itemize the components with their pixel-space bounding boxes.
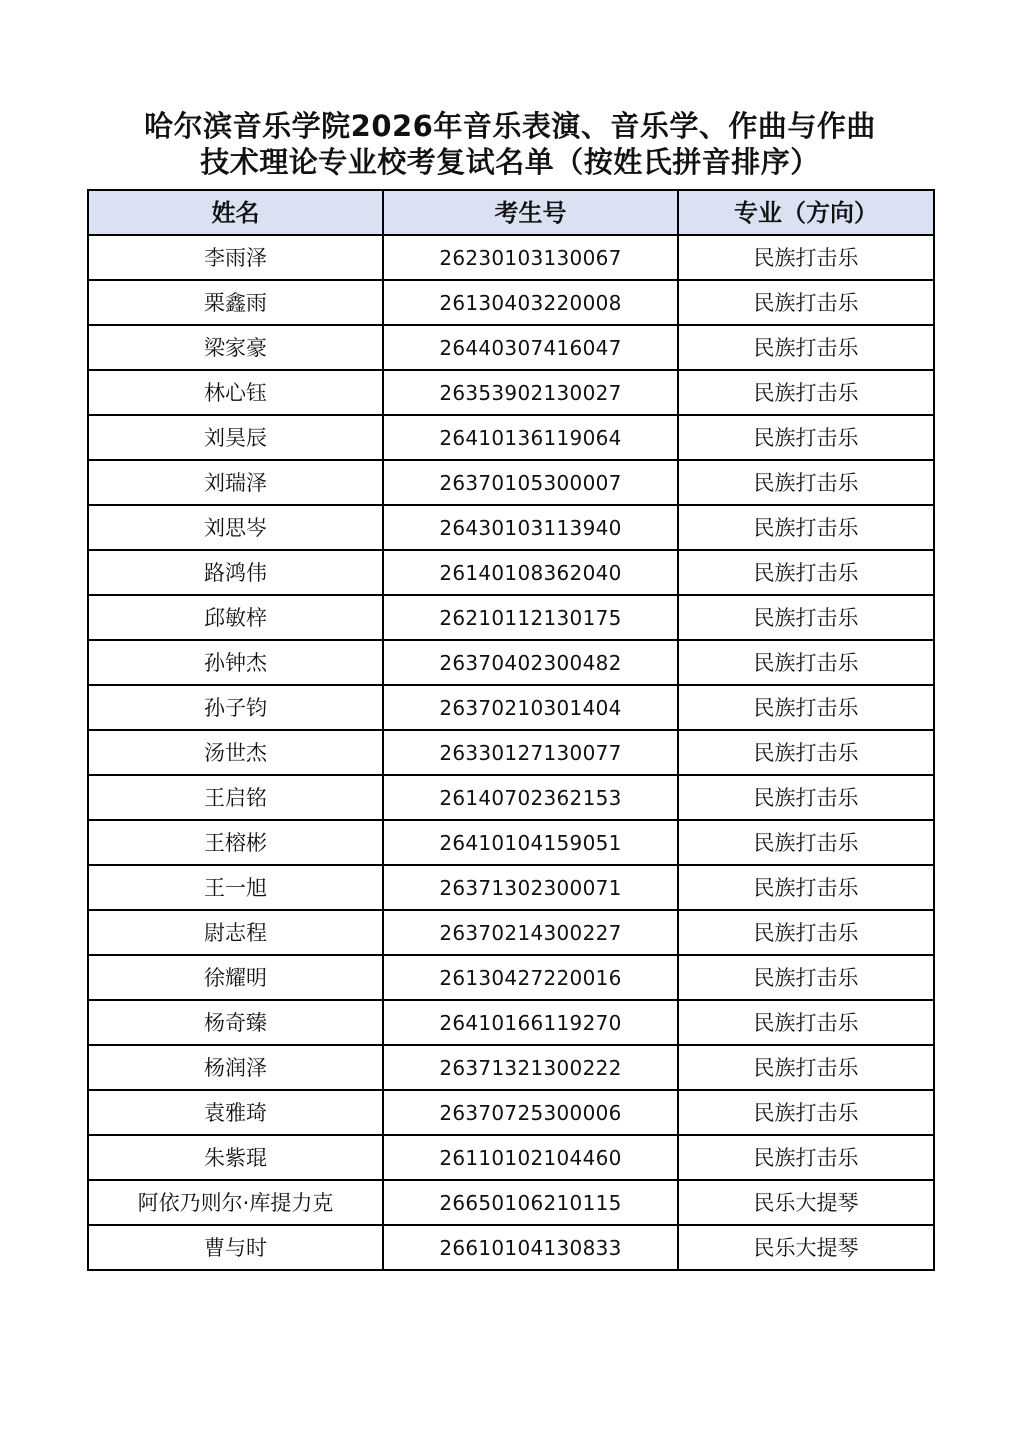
major-cell: 民族打击乐 — [678, 1045, 934, 1090]
header-row — [88, 190, 934, 235]
name-cell: 邱敏梓 — [88, 595, 383, 640]
major-cell: 民族打击乐 — [678, 640, 934, 685]
id-cell: 26140108362040 — [383, 550, 678, 595]
id-cell: 26410136119064 — [383, 415, 678, 460]
table-row — [88, 325, 934, 370]
name-cell: 朱紫琨 — [88, 1135, 383, 1180]
name-cell: 路鸿伟 — [88, 550, 383, 595]
id-cell: 26410166119270 — [383, 1000, 678, 1045]
major-cell: 民族打击乐 — [678, 910, 934, 955]
major-cell: 民族打击乐 — [678, 1000, 934, 1045]
major-cell: 民乐大提琴 — [678, 1225, 934, 1270]
name-cell: 徐耀明 — [88, 955, 383, 1000]
id-cell: 26410104159051 — [383, 820, 678, 865]
major-cell: 民族打击乐 — [678, 550, 934, 595]
major-cell: 民族打击乐 — [678, 505, 934, 550]
id-cell: 26330127130077 — [383, 730, 678, 775]
table-row — [88, 640, 934, 685]
name-cell: 刘昊辰 — [88, 415, 383, 460]
name-cell: 汤世杰 — [88, 730, 383, 775]
table-row — [88, 280, 934, 325]
major-cell: 民族打击乐 — [678, 280, 934, 325]
table-row — [88, 460, 934, 505]
major-cell: 民族打击乐 — [678, 325, 934, 370]
table-row — [88, 685, 934, 730]
major-cell: 民族打击乐 — [678, 955, 934, 1000]
major-cell: 民族打击乐 — [678, 595, 934, 640]
table-row — [88, 775, 934, 820]
table-row — [88, 1000, 934, 1045]
name-cell: 刘思岑 — [88, 505, 383, 550]
table-row — [88, 820, 934, 865]
id-cell: 26650106210115 — [383, 1180, 678, 1225]
id-cell: 26110102104460 — [383, 1135, 678, 1180]
name-cell: 栗鑫雨 — [88, 280, 383, 325]
title-line-2: 技术理论专业校考复试名单（按姓氏拼音排序） — [200, 145, 820, 179]
table-row — [88, 1225, 934, 1270]
table-row — [88, 595, 934, 640]
header-name: 姓名 — [88, 190, 383, 235]
table-row — [88, 550, 934, 595]
id-cell: 26370214300227 — [383, 910, 678, 955]
id-cell: 26210112130175 — [383, 595, 678, 640]
name-cell: 李雨泽 — [88, 235, 383, 280]
major-cell: 民族打击乐 — [678, 865, 934, 910]
name-cell: 孙钟杰 — [88, 640, 383, 685]
major-cell: 民族打击乐 — [678, 370, 934, 415]
header-major: 专业（方向） — [678, 190, 934, 235]
major-cell: 民族打击乐 — [678, 1090, 934, 1135]
table-row — [88, 1090, 934, 1135]
table-row — [88, 415, 934, 460]
id-cell: 26140702362153 — [383, 775, 678, 820]
major-cell: 民族打击乐 — [678, 460, 934, 505]
id-cell: 26230103130067 — [383, 235, 678, 280]
name-cell: 曹与时 — [88, 1225, 383, 1270]
id-cell: 26440307416047 — [383, 325, 678, 370]
major-cell: 民族打击乐 — [678, 1135, 934, 1180]
id-cell: 26370402300482 — [383, 640, 678, 685]
name-cell: 林心钰 — [88, 370, 383, 415]
name-cell: 杨奇臻 — [88, 1000, 383, 1045]
id-cell: 26371302300071 — [383, 865, 678, 910]
id-cell: 26130427220016 — [383, 955, 678, 1000]
id-cell: 26430103113940 — [383, 505, 678, 550]
table-row — [88, 1135, 934, 1180]
major-cell: 民族打击乐 — [678, 775, 934, 820]
table-row — [88, 1045, 934, 1090]
name-cell: 阿依乃则尔·库提力克 — [88, 1180, 383, 1225]
title-line-1: 哈尔滨音乐学院2026年音乐表演、音乐学、作曲与作曲 — [144, 109, 876, 143]
id-cell: 26130403220008 — [383, 280, 678, 325]
name-cell: 王榕彬 — [88, 820, 383, 865]
table-row — [88, 865, 934, 910]
table-row — [88, 955, 934, 1000]
major-cell: 民族打击乐 — [678, 820, 934, 865]
table-row — [88, 235, 934, 280]
candidate-table — [87, 189, 935, 1271]
name-cell: 袁雅琦 — [88, 1090, 383, 1135]
table-row — [88, 1180, 934, 1225]
name-cell: 孙子钧 — [88, 685, 383, 730]
name-cell: 尉志程 — [88, 910, 383, 955]
name-cell: 刘瑞泽 — [88, 460, 383, 505]
major-cell: 民族打击乐 — [678, 235, 934, 280]
id-cell: 26370105300007 — [383, 460, 678, 505]
table-body — [88, 235, 934, 1270]
id-cell: 26371321300222 — [383, 1045, 678, 1090]
major-cell: 民族打击乐 — [678, 415, 934, 460]
name-cell: 王启铭 — [88, 775, 383, 820]
name-cell: 王一旭 — [88, 865, 383, 910]
header-candidate-id: 考生号 — [383, 190, 678, 235]
name-cell: 梁家豪 — [88, 325, 383, 370]
table-row — [88, 505, 934, 550]
name-cell: 杨润泽 — [88, 1045, 383, 1090]
table-row — [88, 730, 934, 775]
id-cell: 26370725300006 — [383, 1090, 678, 1135]
major-cell: 民族打击乐 — [678, 730, 934, 775]
table-header — [88, 190, 934, 235]
document-title — [87, 108, 933, 180]
id-cell: 26610104130833 — [383, 1225, 678, 1270]
id-cell: 26353902130027 — [383, 370, 678, 415]
id-cell: 26370210301404 — [383, 685, 678, 730]
table-row — [88, 910, 934, 955]
major-cell: 民族打击乐 — [678, 685, 934, 730]
major-cell: 民乐大提琴 — [678, 1180, 934, 1225]
table-row — [88, 370, 934, 415]
